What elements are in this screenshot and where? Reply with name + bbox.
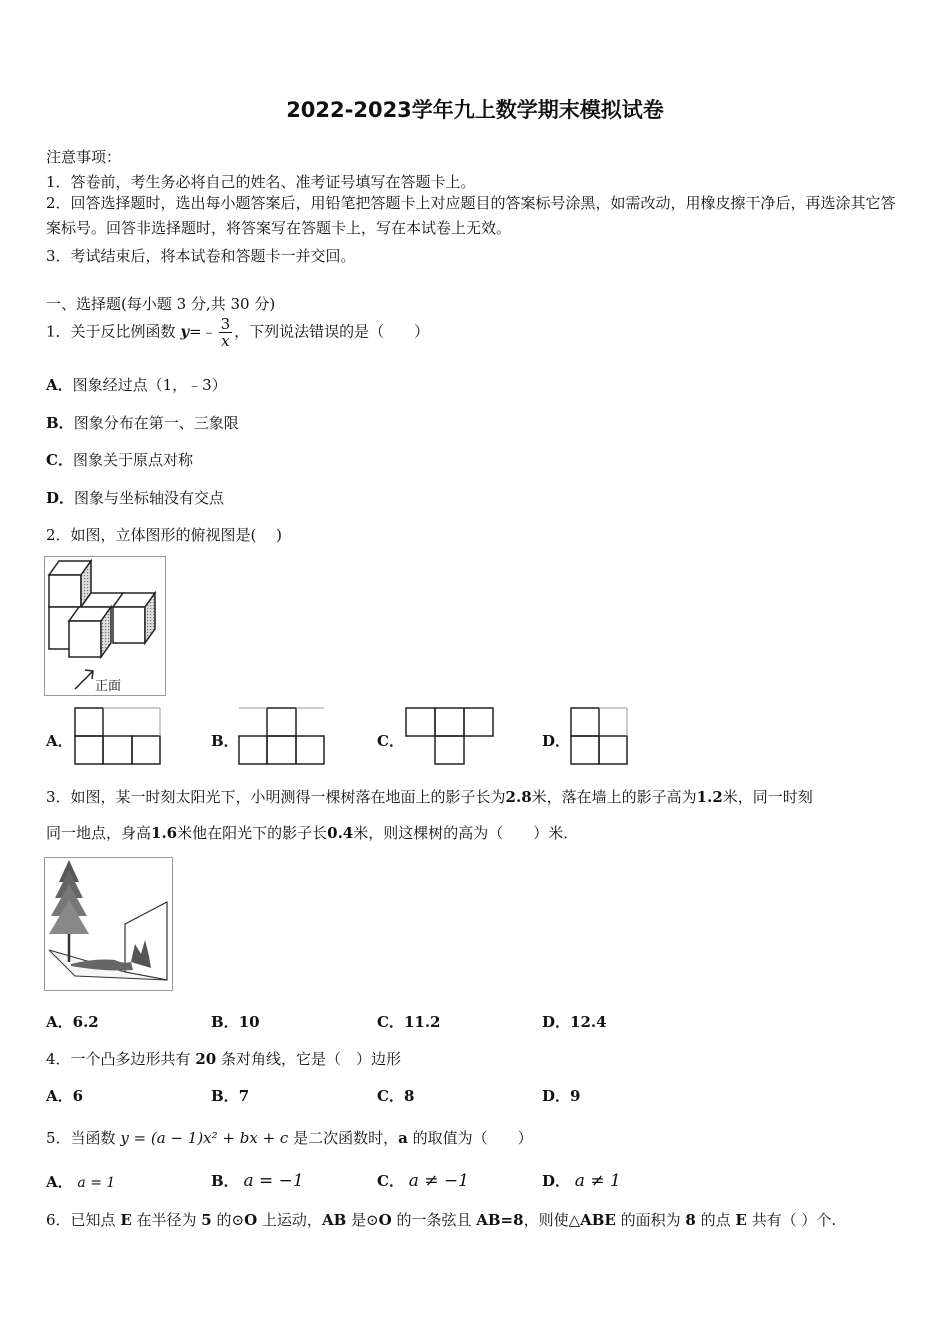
- fraction: $\frac{3}{x}$: [220, 315, 231, 350]
- q3-option-a[interactable]: A．6.2: [46, 1013, 99, 1031]
- q3-tree-shadow-figure: [44, 857, 173, 991]
- section-heading: 一、选择题(每小题 3 分,共 30 分): [46, 295, 276, 313]
- notice-item-3: 3．考试结束后，将本试卷和答题卡一并交回。: [46, 247, 356, 265]
- question-4-stem: 4．一个凸多边形共有 20 条对角线，它是（ ）边形: [46, 1050, 401, 1068]
- q2-option-c-label[interactable]: C．: [377, 732, 404, 750]
- q2-option-d-figure[interactable]: [569, 706, 631, 768]
- q3-option-d[interactable]: D．12.4: [542, 1013, 607, 1031]
- question-5-stem: 5．当函数 y = (a − 1)x² + bx + c 是二次函数时，a 的取值为（ ）: [46, 1129, 533, 1147]
- q3-option-c[interactable]: C．11.2: [377, 1013, 441, 1031]
- question-3-stem-line-1: 3．如图，某一时刻太阳光下，小明测得一棵树落在地面上的影子长为2.8米，落在墙上的影子高为1.2米，同一时刻: [46, 788, 813, 806]
- q5-option-b[interactable]: B． a = −1: [211, 1171, 304, 1191]
- q1-option-b[interactable]: B．图象分布在第一、三象限: [46, 414, 239, 432]
- q3-option-b[interactable]: B．10: [211, 1013, 260, 1031]
- front-label: 正面: [95, 679, 122, 694]
- q2-solid-figure: [44, 556, 166, 696]
- q2-option-a-figure[interactable]: [73, 706, 163, 768]
- notice-item-1: 1．答卷前，考生务必将自己的姓名、准考证号填写在答题卡上。: [46, 173, 476, 191]
- question-6-stem: 6．已知点 E 在半径为 5 的⊙O 上运动，AB 是⊙O 的一条弦且 AB=8，则使△ABE 的面积为 8 的点 E 共有（ ）个.: [46, 1211, 837, 1229]
- notice-item-2: 2．回答选择题时，选出每小题答案后，用铅笔把答题卡上对应题目的答案标号涂黑，如需改动，用橡皮擦干净后，再选涂其它答案标号。回答非选择题时，将答案写在答题卡上，写在本试卷上无效。: [46, 194, 896, 237]
- q5-option-a[interactable]: A． a = 1: [46, 1173, 116, 1191]
- q2-option-b-label[interactable]: B．: [211, 732, 239, 750]
- q4-option-b[interactable]: B．7: [211, 1087, 250, 1105]
- q1-option-d[interactable]: D．图象与坐标轴没有交点: [46, 489, 225, 507]
- q4-option-a[interactable]: A．6: [46, 1087, 84, 1105]
- notice-heading: 注意事项：: [46, 148, 122, 166]
- q4-option-d[interactable]: D．9: [542, 1087, 581, 1105]
- question-1-stem: 1．关于反比例函数 y=﹣ $\frac{3}{x}$ ，下列说法错误的是（ ）: [46, 315, 430, 350]
- page-title: 2022-2023学年九上数学期末模拟试卷: [286, 98, 664, 122]
- q5-option-c[interactable]: C． a ≠ −1: [377, 1171, 469, 1191]
- q1-option-a[interactable]: A．图象经过点（1，﹣3）: [46, 376, 227, 394]
- question-2-stem: 2．如图，立体图形的俯视图是( ): [46, 526, 283, 544]
- q5-option-d[interactable]: D． a ≠ 1: [542, 1171, 621, 1191]
- q2-option-d-label[interactable]: D．: [542, 732, 571, 750]
- question-3-stem-line-2: 同一地点，身高1.6米他在阳光下的影子长0.4米，则这棵树的高为（ ）米．: [46, 824, 579, 842]
- q4-option-c[interactable]: C．8: [377, 1087, 415, 1105]
- q2-option-b-figure[interactable]: [237, 706, 327, 768]
- quadratic-formula: y = (a − 1)x² + bx + c: [120, 1129, 289, 1147]
- q2-option-a-label[interactable]: A．: [46, 732, 73, 750]
- q1-option-c[interactable]: C．图象关于原点对称: [46, 451, 193, 469]
- q2-option-c-figure[interactable]: [404, 706, 496, 768]
